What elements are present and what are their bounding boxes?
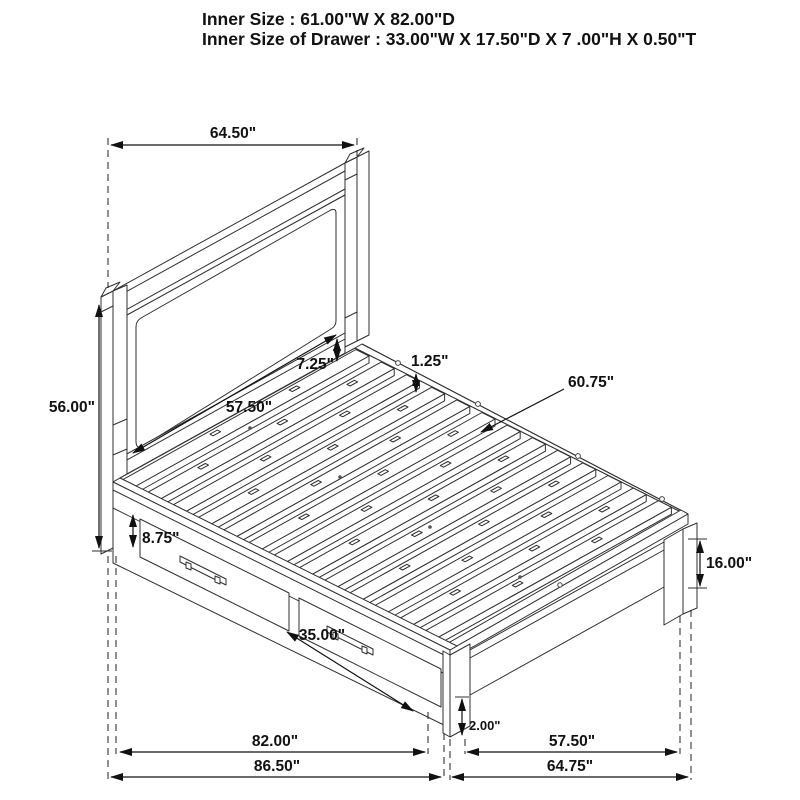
center-dot [338, 475, 342, 479]
center-dot [428, 525, 432, 529]
dim-drawer-width-label: 35.00" [298, 627, 346, 644]
inner-size-line: Inner Size : 61.00"W X 82.00"D [202, 9, 455, 29]
dim-inner-width-label: 57.50" [548, 733, 596, 750]
header-text [202, 9, 697, 49]
screw-hole [558, 583, 562, 587]
foot-right-leg [664, 529, 683, 625]
headboard-right-post [345, 157, 357, 347]
headboard-left-post [101, 291, 113, 554]
screw-hole [576, 454, 581, 459]
dim-headboard-panel-width-label: 57.50" [225, 399, 273, 416]
dim-slat-length-label: 60.75" [568, 374, 615, 391]
foot-left-leg [450, 644, 470, 737]
screw-hole [396, 361, 401, 366]
dim-overall-width-label: 64.75" [546, 758, 594, 775]
dim-headboard-width-label: 64.50" [209, 125, 257, 142]
dim-drawer-height-label: 8.75" [142, 530, 180, 547]
dim-panel-gap-label: 7.25" [296, 356, 334, 373]
center-dot [248, 426, 252, 430]
dim-floor-clearance-label: 2.00" [469, 718, 501, 733]
screw-hole [660, 497, 665, 502]
dim-footboard-height-label: 16.00" [706, 555, 753, 572]
dim-inner-length-label: 82.00" [251, 733, 299, 750]
inner-size-drawer-line: Inner Size of Drawer : 33.00"W X 17.50"D X 7 .00"H X 0.50"T [202, 29, 697, 49]
dim-overall-length-label: 86.50" [253, 758, 301, 775]
dim-headboard-height-label: 56.00" [48, 399, 95, 416]
screw-hole [476, 402, 481, 407]
dim-slat-thickness-label: 1.25" [411, 353, 449, 370]
center-dot [518, 575, 522, 579]
